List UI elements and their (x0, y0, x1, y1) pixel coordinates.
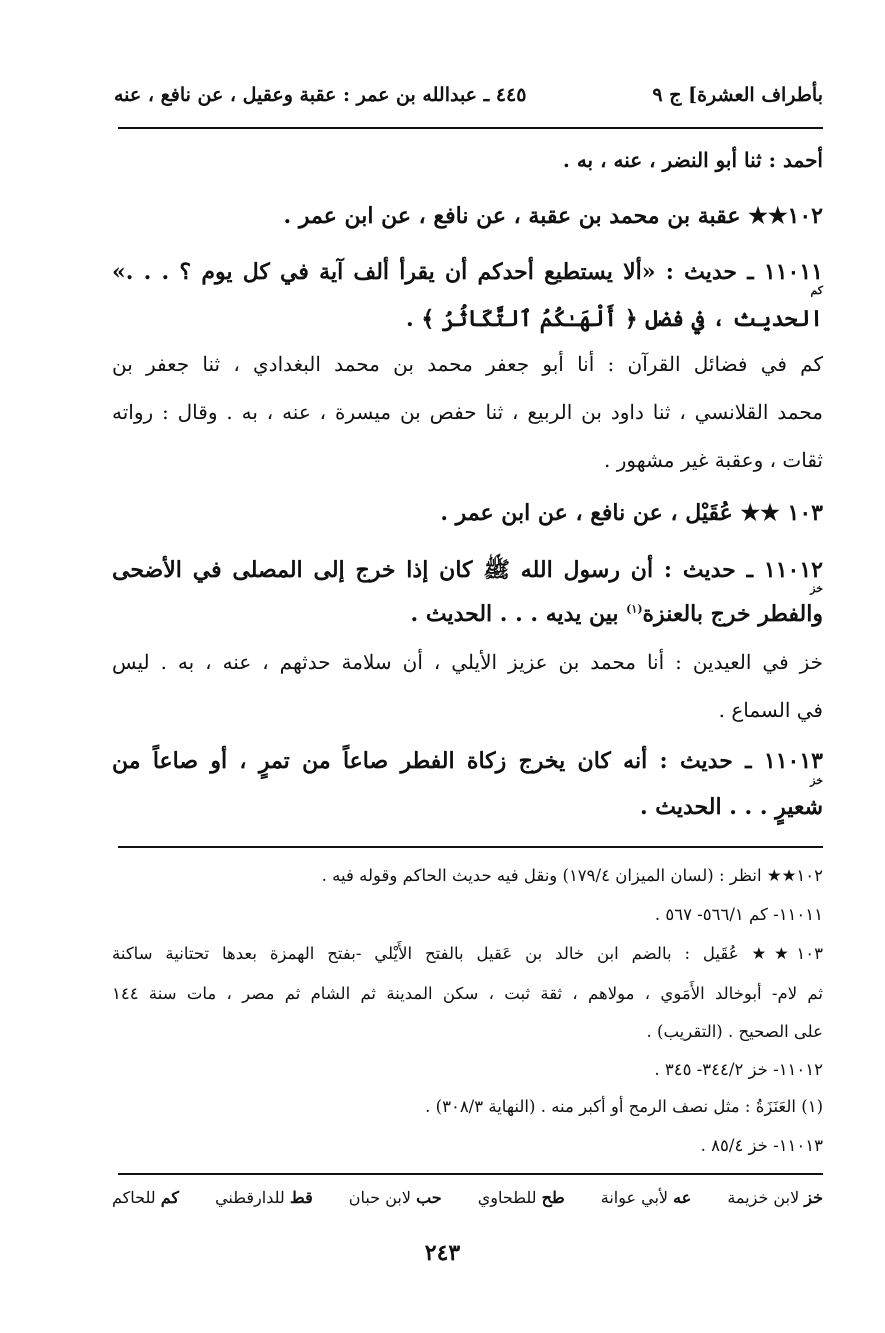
header-rule (118, 127, 823, 129)
legend-item: كم للحاكم (112, 1188, 180, 1207)
legend-rule (118, 1173, 823, 1175)
text-line-1: أحمد : ثنا أبو النضر ، عنه ، به . (562, 148, 823, 172)
source-mark-khuz-1: خز (810, 582, 823, 595)
entry-heading-102: ١٠٢★★ عقبة بن محمد بن عقبة ، عن نافع ، عن ابن عمر . (283, 203, 823, 229)
legend-item: حب لابن حبان (348, 1188, 442, 1207)
text-line-7: ثقات ، وعقبة غير مشهور . (604, 448, 823, 472)
hadith-11012-line-1: ١١٠١٢ ـ حديث : أن رسول الله ﷺ كان إذا خرج إلى المصلى في الأضحى (112, 557, 823, 583)
text-line-11: خز في العيدين : أنا محمد بن عزيز الأيلي ، أن سلامة حدثهم ، عنه ، به . ليس (112, 650, 823, 674)
footnote-103-line-3: على الصحيح . (التقريب) . (646, 1022, 823, 1041)
footnote-ref-1: (١) (626, 602, 643, 616)
footnote-11013: ١١٠١٣- خز ٨٥/٤ . (700, 1136, 823, 1155)
legend-item: عه لأبي عوانة (600, 1188, 692, 1207)
legend-item: قط للدارقطني (215, 1188, 313, 1207)
page-number: ٢٤٣ (424, 1240, 461, 1266)
abbreviation-legend (112, 1188, 823, 1207)
footnote-rule (118, 846, 823, 848)
entry-heading-103: ١٠٣ ★★ عُقَيْل ، عن نافع ، عن ابن عمر . (440, 500, 823, 526)
legend-item: خز لابن خزيمة (727, 1188, 823, 1207)
hadith-11011-line-2: الحديث ، في فضل ﴿ أَلْهَـٰكُمُ ٱلتَّكَاثُرُ ﴾ . (406, 306, 823, 332)
source-mark-kam: كم (810, 284, 823, 297)
footnote-103-line-1: ١٠٣★★ عُقَيل : بالضم ابن خالد بن عَقيل بالفتح الأَيْلي -بفتح الهمزة بعدها تحتانية ساكنة (112, 944, 823, 963)
footnote-103-line-2: ثم لام- أبوخالد الأَمَوي ، مولاهم ، ثقة ثبت ، سكن المدينة ثم الشام ثم مصر ، مات سنة ١٤٤ (112, 984, 823, 1003)
running-header-right: بأطراف العشرة] ج ٩ (652, 84, 823, 106)
footnote-ref-1-note: (١) العَنَزَةُ : مثل نصف الرمح أو أكبر منه . (النهاية ٣٠٨/٣) . (425, 1097, 823, 1116)
text-line-12: في السماع . (718, 698, 823, 722)
footnote-11012: ١١٠١٢- خز ٣٤٤/٢- ٣٤٥ . (654, 1060, 823, 1079)
text-line-5: كم في فضائل القرآن : أنا أبو جعفر محمد بن محمد البغدادي ، ثنا جعفر بن (112, 352, 824, 376)
footnote-102: ١٠٢★★ انظر : (لسان الميزان ١٧٩/٤) ونقل فيه حديث الحاكم وقوله فيه . (321, 866, 823, 885)
hadith-11012-line-2: والفطر خرج بالعنزة$^{(١)}$ بين يديه . . . الحديث . (410, 601, 823, 627)
footnote-11011: ١١٠١١- كم ٥٦٦/١- ٥٦٧ . (654, 905, 823, 924)
running-header-left: ٤٤٥ ـ عبدالله بن عمر : عقبة وعقيل ، عن نافع ، عنه (114, 84, 527, 106)
source-mark-khuz-2: خز (810, 774, 823, 787)
hadith-11013-line-2: شعيرٍ . . . الحديث . (639, 794, 823, 820)
hadith-11013-line-1: ١١٠١٣ ـ حديث : أنه كان يخرج زكاة الفطر صاعاً من تمرٍ ، أو صاعاً من (112, 748, 823, 774)
legend-item: طح للطحاوي (477, 1188, 565, 1207)
text-line-6: محمد القلانسي ، ثنا داود بن الربيع ، ثنا حفص بن ميسرة ، عنه ، به . وقال : رواته (112, 400, 823, 424)
hadith-11011-line-1: ١١٠١١ ـ حديث : «ألا يستطيع أحدكم أن يقرأ ألف آية في كل يوم ؟ . . .» (112, 259, 823, 285)
